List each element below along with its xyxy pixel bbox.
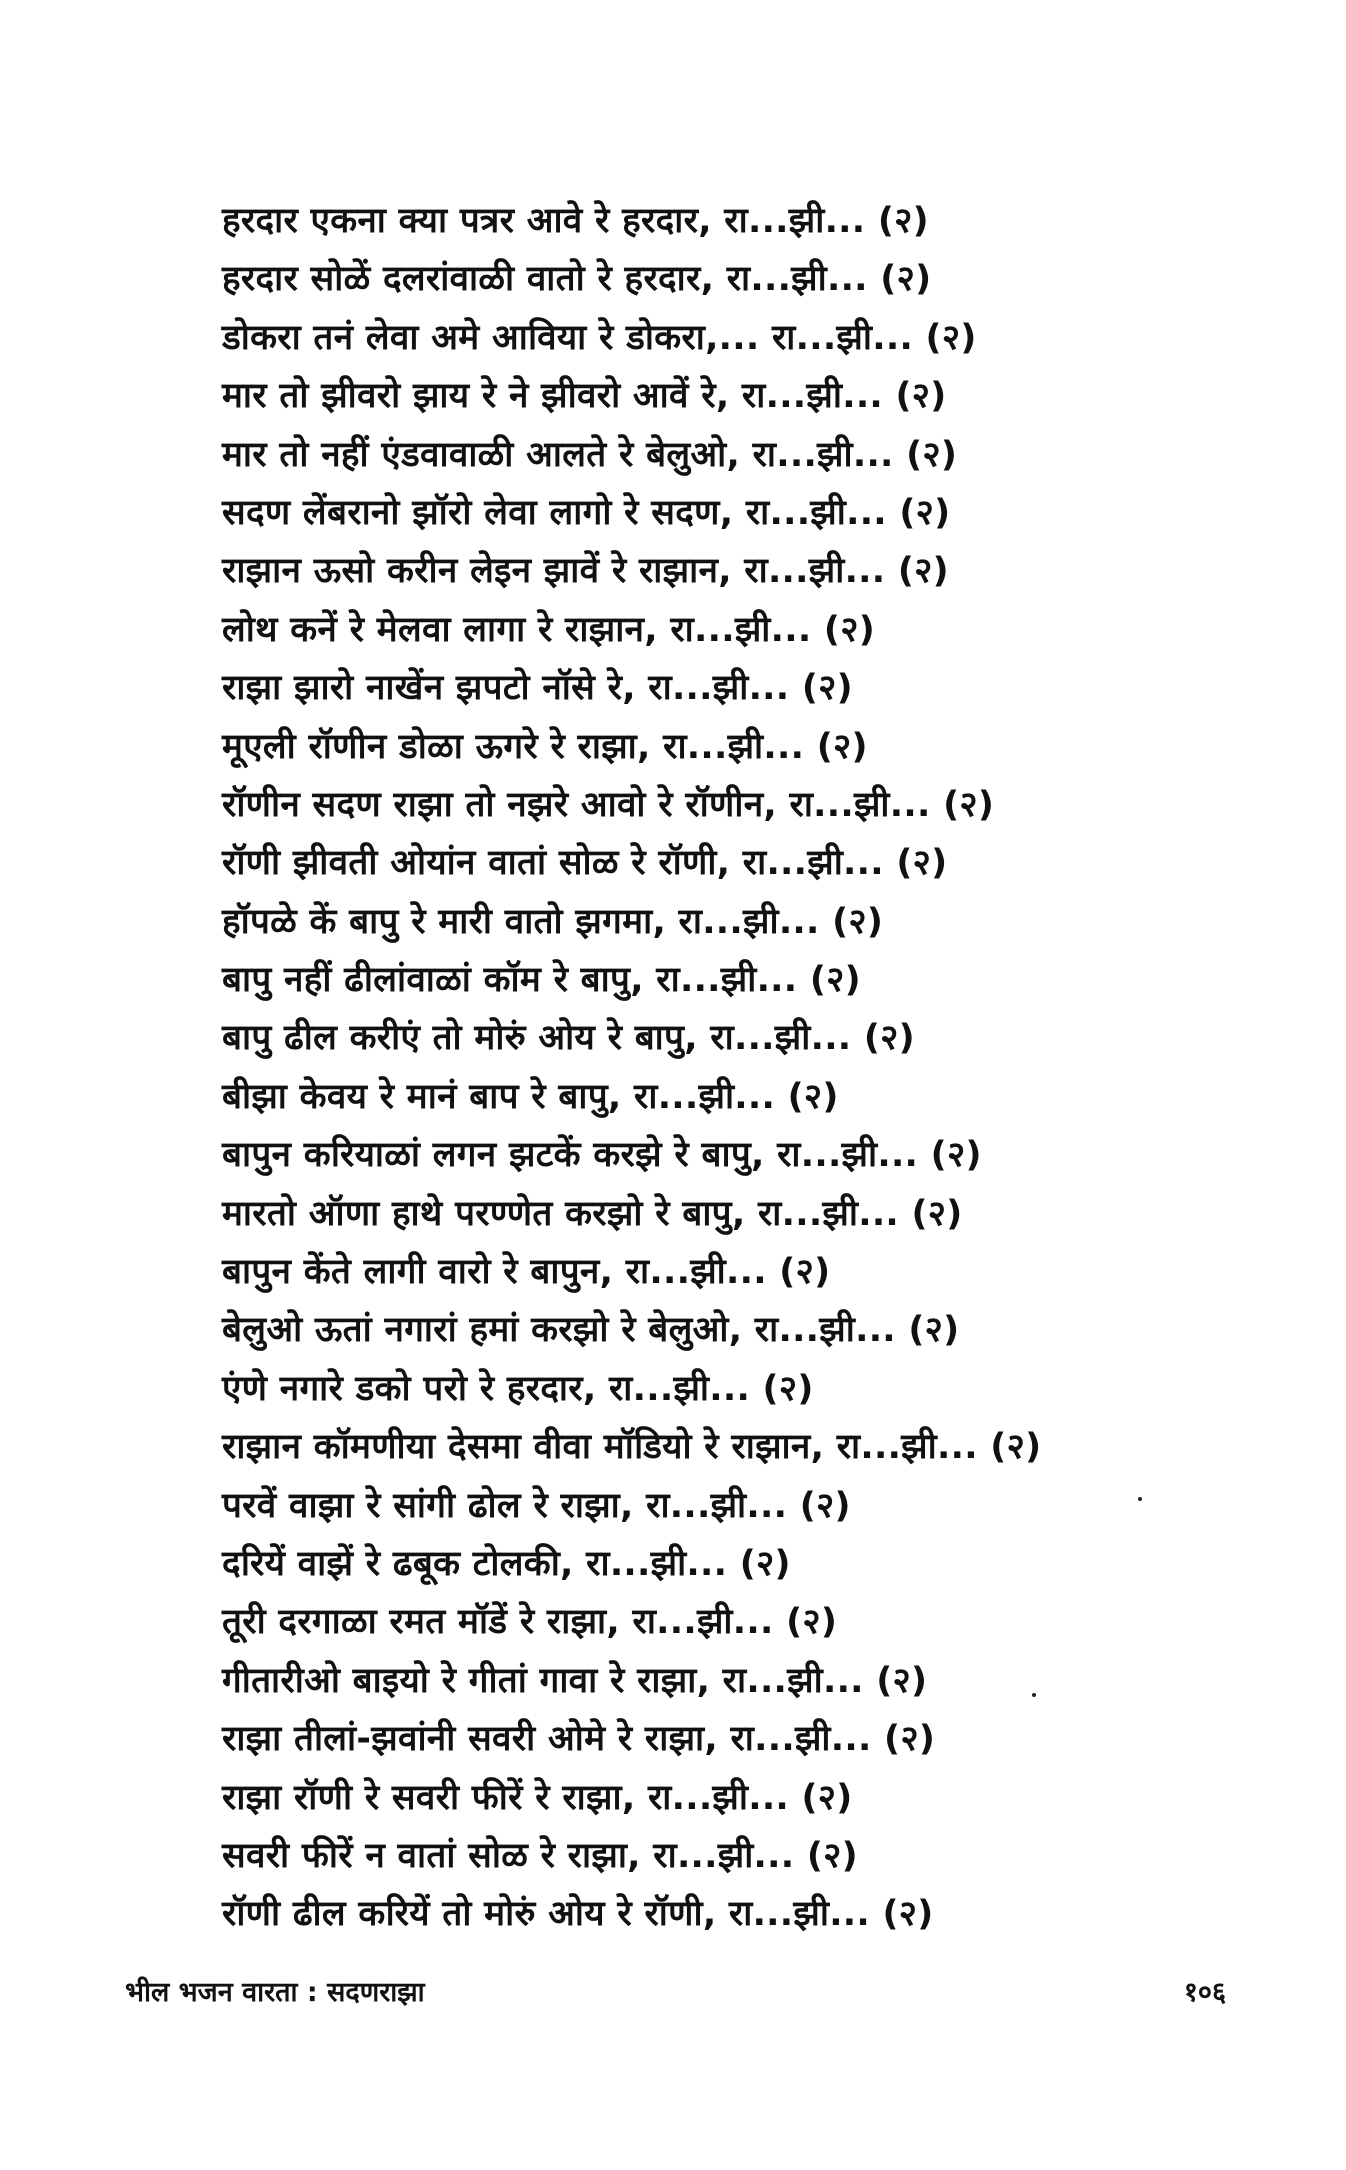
verse-line: राझा तीलां-झवांनी सवरी ओमे रे राझा, रा...झी... (२) [222, 1719, 936, 1760]
verse-line: सवरी फीरें न वातां सोळ रे राझा, रा...झी... (२) [222, 1835, 858, 1876]
verse-line: गीतारीओ बाइयो रे गीतां गावा रे राझा, रा...झी... (२) [222, 1660, 928, 1701]
verse-line: हरदार एकना क्या पत्रर आवे रे हरदार, रा...झी... (२) [222, 201, 929, 241]
verse-line: रॉणी ढील करियें तो मोरुं ओय रे रॉणी, रा...झी... (२) [222, 1894, 934, 1935]
verse-line: राझान ऊसो करीन लेइन झावें रे राझान, रा...झी... (२) [222, 551, 949, 592]
verse-line: लोथ कनें रे मेलवा लागा रे राझान, रा...झी... (२) [222, 609, 876, 650]
verse-line: राझा झारो नाखेंन झपटो नॉसे रे, रा...झी... (२) [222, 668, 853, 709]
verse-line: बापुन करियाळां लगन झटकें करझे रे बापु, रा...झी... (२) [222, 1135, 982, 1176]
verse-line: बीझा केवय रे मानं बाप रे बापु, रा...झी... (२) [222, 1076, 839, 1117]
verse-list [222, 192, 1282, 1944]
verse-line: हरदार सोळें दलरांवाळी वातो रे हरदार, रा...झी... (२) [222, 259, 932, 300]
verse-line: मार तो नहीं एंडवावाळी आलते रे बेलुओ, रा...झी... (२) [222, 434, 958, 475]
print-speck [1032, 1693, 1036, 1697]
verse-line: बेलुओ ऊतां नगारां हमां करझो रे बेलुओ, रा...झी... (२) [222, 1310, 960, 1351]
verse-line: मार तो झीवरो झाय रे ने झीवरो आवें रे, रा...झी... (२) [222, 376, 947, 417]
footer-book-title: भील भजन वारता : सदणराझा [125, 1977, 425, 2008]
verse-line: बापु ढील करीएं तो मोरुं ओय रे बापु, रा...झी... (२) [222, 1018, 915, 1059]
verse-line: एंणे नगारे डको परो रे हरदार, रा...झी... (२) [222, 1368, 814, 1409]
verse-line: बापुन केंते लागी वारो रे बापुन, रा...झी... (२) [222, 1252, 831, 1293]
verse-line: रॉणीन सदण राझा तो नझरे आवो रे रॉणीन, रा...झी... (२) [222, 784, 995, 825]
verse-line: सदण लेंबरानो झॉरो लेवा लागो रे सदण, रा...झी... (२) [222, 492, 951, 533]
verse-line: हॉपळे कें बापु रे मारी वातो झगमा, रा...झी... (२) [222, 901, 884, 942]
print-speck [1138, 1497, 1142, 1501]
verse-line: राझा रॉणी रे सवरी फीरें रे राझा, रा...झी... (२) [222, 1777, 853, 1818]
verse-line: परवें वाझा रे सांगी ढोल रे राझा, रा...झी... (२) [222, 1485, 851, 1526]
verse-line: राझान कॉमणीया देसमा वीवा मॉडियो रे राझान, रा...झी... (२) [222, 1427, 1042, 1468]
verse-line: मारतो ऑणा हाथे परण्णेत करझो रे बापु, रा...झी... (२) [222, 1193, 963, 1234]
verse-line: तूरी दरगाळा रमत मॉडें रे राझा, रा...झी... (२) [222, 1602, 838, 1643]
verse-line: मूएली रॉणीन डोळा ऊगरे रे राझा, रा...झी... (२) [222, 726, 868, 767]
page-number: १०६ [1183, 1977, 1226, 2008]
verse-line: रॉणी झीवती ओयांन वातां सोळ रे रॉणी, रा...झी... (२) [222, 843, 948, 884]
verse-line: डोकरा तनं लेवा अमे आविया रे डोकरा,... रा...झी... (२) [222, 317, 977, 358]
verse-line: दरियें वाझें रे ढबूक टोलकी, रा...झी... (२) [222, 1543, 791, 1584]
verse-line: बापु नहीं ढीलांवाळां कॉम रे बापु, रा...झी... (२) [222, 960, 861, 1001]
